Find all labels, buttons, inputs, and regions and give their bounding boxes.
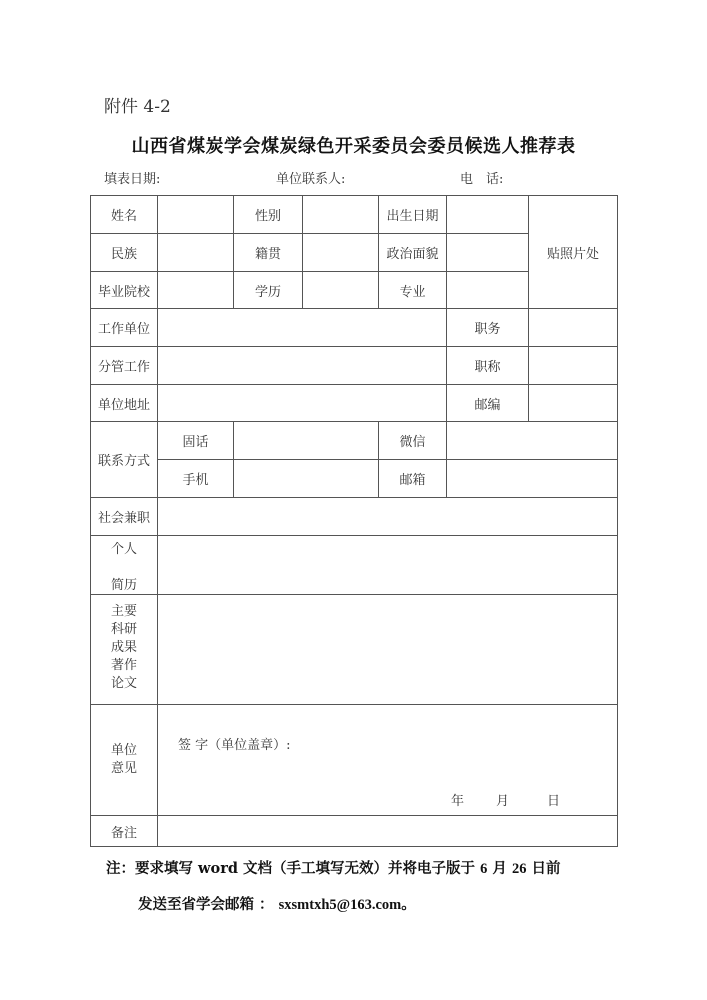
major-field[interactable] <box>447 272 528 308</box>
major-label: 专业 <box>399 284 426 300</box>
name-field[interactable] <box>158 196 233 233</box>
graduate-school-label: 毕业院校 <box>97 284 150 300</box>
education-label: 学历 <box>254 284 281 300</box>
postcode-field[interactable] <box>529 385 617 421</box>
birth-date-label: 出生日期 <box>386 209 439 224</box>
fill-date-label: 填表日期: <box>104 172 161 187</box>
work-unit-label: 工作单位 <box>97 322 150 337</box>
native-place-field[interactable] <box>303 234 378 271</box>
social-positions-label: 社会兼职 <box>97 511 150 526</box>
title-rank-field[interactable] <box>529 347 617 384</box>
wechat-field[interactable] <box>447 422 617 459</box>
remarks-field[interactable] <box>158 816 617 846</box>
photo-area[interactable]: 贴照片处 <box>546 246 599 262</box>
ethnicity-label: 民族 <box>110 247 137 262</box>
unit-address-label: 单位地址 <box>97 397 150 413</box>
landline-label: 固话 <box>182 435 209 450</box>
graduate-school-field[interactable] <box>158 272 233 308</box>
day-label: 日 <box>547 794 561 809</box>
name-label: 姓名 <box>110 209 137 224</box>
note-line-2: 发送至省学会邮箱 ： sxsmtxh5@163.com。 <box>138 896 416 913</box>
page-title: 山西省煤炭学会煤炭绿色开采委员会委员候选人推荐表 <box>131 136 576 157</box>
note-line-1: 注：要求填写 word 文档（手工填写无效）并将电子版于 6 月 26 日前 <box>106 860 561 877</box>
unit-address-field[interactable] <box>158 385 446 421</box>
gender-field[interactable] <box>303 196 378 233</box>
email-field[interactable] <box>447 460 617 497</box>
political-status-label: 政治面貌 <box>386 247 439 262</box>
email-label: 邮箱 <box>399 473 426 488</box>
wechat-label: 微信 <box>399 435 426 450</box>
birth-date-field[interactable] <box>447 196 528 233</box>
achievements-field[interactable] <box>158 595 617 704</box>
contact-label: 联系方式 <box>97 454 150 469</box>
landline-field[interactable] <box>234 422 378 459</box>
contact-person-label: 单位联系人: <box>276 172 346 187</box>
mobile-label: 手机 <box>182 473 209 488</box>
resume-label-2: 简历 <box>110 578 137 593</box>
phone-label: 电 话: <box>460 172 504 187</box>
postcode-label: 邮编 <box>474 397 501 413</box>
education-field[interactable] <box>303 272 378 308</box>
remarks-label: 备注 <box>110 825 137 841</box>
resume-label-1: 个人 <box>110 542 137 557</box>
political-status-field[interactable] <box>447 234 528 271</box>
responsibility-field[interactable] <box>158 347 446 384</box>
native-place-label: 籍贯 <box>254 247 281 262</box>
resume-field[interactable] <box>158 536 617 594</box>
mobile-field[interactable] <box>234 460 378 497</box>
position-label: 职务 <box>474 322 501 337</box>
year-label: 年 <box>451 794 465 809</box>
responsibility-label: 分管工作 <box>97 360 150 375</box>
position-field[interactable] <box>529 309 617 346</box>
title-rank-label: 职称 <box>474 360 501 375</box>
gender-label: 性别 <box>254 209 281 224</box>
work-unit-field[interactable] <box>158 309 446 346</box>
attachment-label: 附件 4-2 <box>104 97 171 117</box>
achievements-label: 主要 科研 成果 著作 论文 <box>110 604 137 691</box>
ethnicity-field[interactable] <box>158 234 233 271</box>
month-label: 月 <box>496 794 510 809</box>
social-positions-field[interactable] <box>158 498 617 535</box>
signature-label: 签 字（单位盖章）: <box>178 738 291 753</box>
unit-opinion-label: 单位 意见 <box>110 743 137 776</box>
email-address: sxsmtxh5@163.com <box>278 897 402 913</box>
